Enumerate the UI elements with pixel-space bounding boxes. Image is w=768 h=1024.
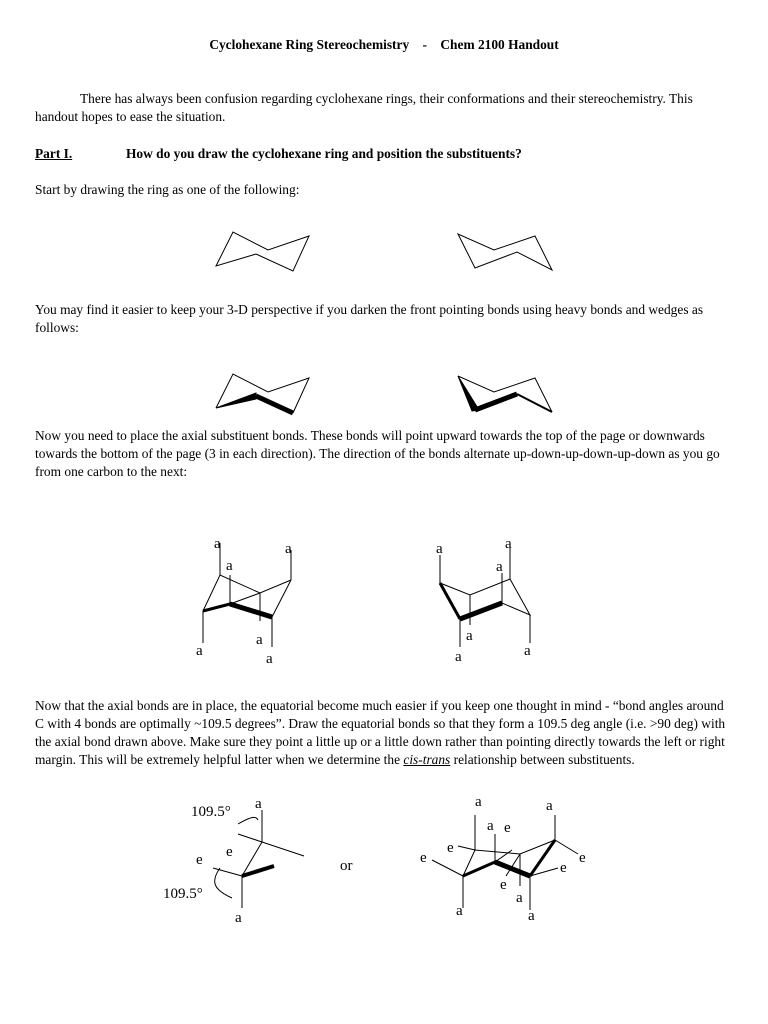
svg-text:a: a — [255, 796, 262, 812]
svg-text:a: a — [528, 908, 535, 924]
svg-text:a: a — [455, 649, 462, 665]
cis-trans-term: cis-trans — [403, 752, 451, 767]
svg-text:or: or — [340, 858, 353, 874]
part-label: Part I. — [35, 146, 73, 161]
intro-paragraph: There has always been confusion regarding cyclohexane rings, their conformations and their stereochemistry. This handout hopes to ease the situation. — [35, 91, 693, 124]
svg-text:e: e — [196, 852, 203, 868]
chair-outline-left — [216, 232, 309, 271]
svg-text:109.5°: 109.5° — [191, 804, 231, 820]
svg-text:a: a — [436, 541, 443, 557]
svg-text:a: a — [466, 628, 473, 644]
chair-outlines-figure — [0, 220, 768, 280]
svg-text:a: a — [226, 558, 233, 574]
start-paragraph: Start by drawing the ring as one of the following: — [35, 182, 300, 197]
svg-text:a: a — [214, 536, 221, 552]
svg-text:a: a — [475, 794, 482, 810]
chair-outline-right — [458, 234, 552, 270]
svg-text:a: a — [235, 910, 242, 926]
svg-text:a: a — [496, 559, 503, 575]
svg-text:a: a — [487, 818, 494, 834]
svg-text:e: e — [579, 850, 586, 866]
svg-text:109.5°: 109.5° — [163, 886, 203, 902]
svg-text:e: e — [226, 844, 233, 860]
chair-heavy-figure — [0, 362, 768, 422]
svg-text:a: a — [196, 643, 203, 659]
svg-text:a: a — [524, 643, 531, 659]
svg-text:e: e — [420, 850, 427, 866]
equatorial-labels — [163, 794, 586, 926]
perspective-paragraph: You may find it easier to keep your 3-D perspective if you darken the front pointing bonds using heavy bonds and wedges as follows: — [35, 302, 704, 335]
svg-text:a: a — [256, 632, 263, 648]
svg-text:a: a — [266, 651, 273, 667]
svg-text:a: a — [546, 798, 553, 814]
svg-text:e: e — [447, 840, 454, 856]
axial-paragraph: Now you need to place the axial substituent bonds. These bonds will point upward towards the top of the page or downwards towards the bottom of the page (3 in each direction). The direction of the bonds alternate up-down-up-down-up-down as you go from one carbon to the next: — [35, 428, 720, 479]
svg-text:a: a — [516, 890, 523, 906]
axial-bonds-figure — [0, 525, 768, 675]
equatorial-paragraph: Now that the axial bonds are in place, the equatorial become much easier if you keep one thought in mind - “bond angles around C with 4 bonds are optimally ~109.5 degrees”. Draw the equatorial bonds so that they form a 109.5 deg angle (i.e. >90 deg) with the axial bond drawn above. Make sure they point a little up or a little down rather than pointing directly towards the left or right margin. This will be extremely helpful latter when we determine the cis-trans relationship between substituents. — [35, 698, 726, 767]
svg-text:e: e — [500, 877, 507, 893]
svg-text:e: e — [504, 820, 511, 836]
chair-back-left — [216, 374, 309, 413]
svg-text:a: a — [285, 541, 292, 557]
part-question: How do you draw the cyclohexane ring and position the substituents? — [126, 146, 522, 161]
axial-labels — [196, 536, 531, 667]
svg-text:a: a — [456, 903, 463, 919]
svg-text:e: e — [560, 860, 567, 876]
wedge-right — [458, 376, 479, 411]
equatorial-bonds-figure — [0, 790, 768, 940]
svg-text:a: a — [505, 536, 512, 552]
page-title: Cyclohexane Ring Stereochemistry - Chem 2100 Handout — [209, 37, 559, 52]
